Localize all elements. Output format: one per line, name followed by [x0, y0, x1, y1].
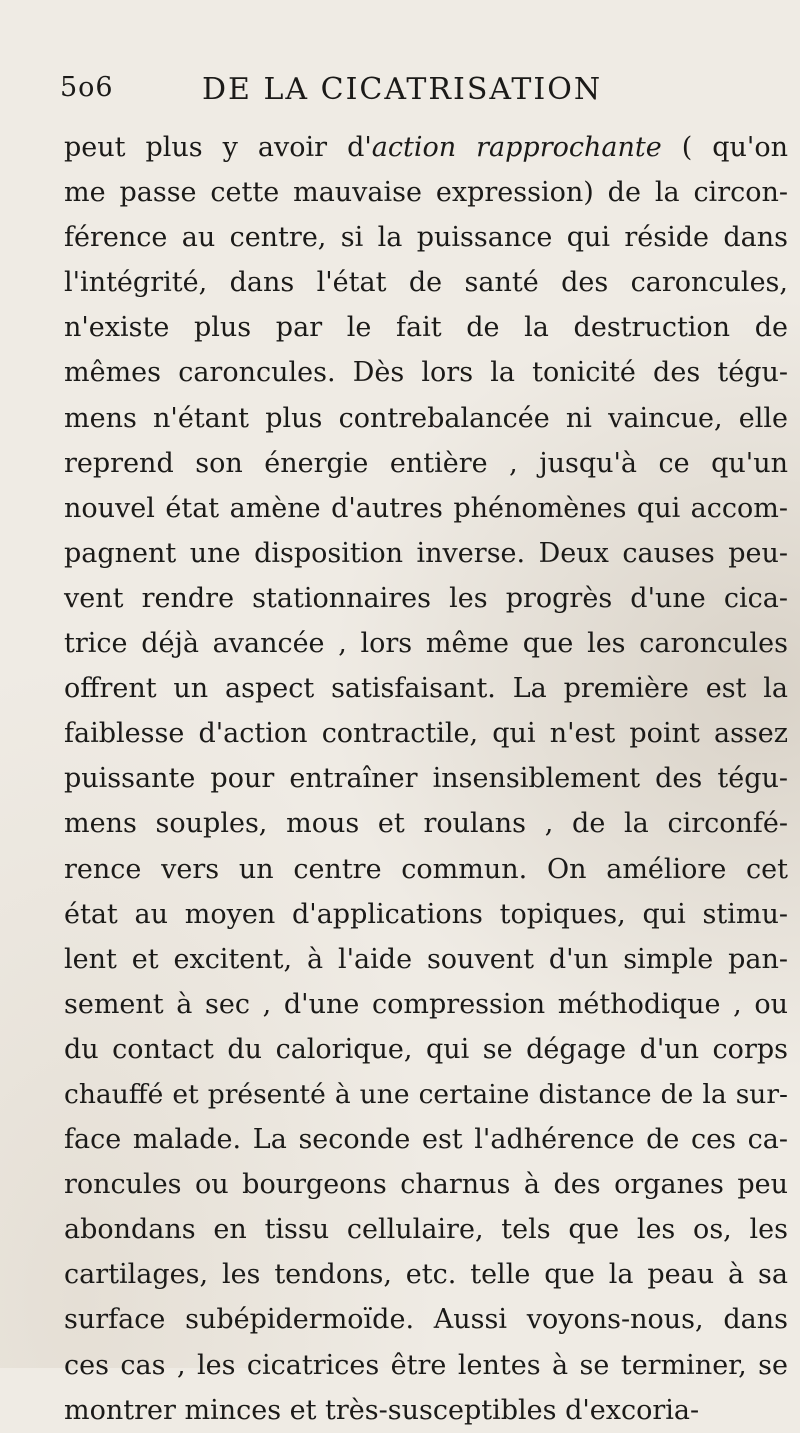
text-line-16: mens souples, mous et roulans , de la circonfé- — [64, 808, 788, 840]
text-line-9: nouvel état amène d'autres phénomènes qui accom- — [64, 492, 788, 524]
text-line-27: surface subépidermoïde. Aussi voyons-nous, dans — [64, 1304, 788, 1336]
text-line-18: état au moyen d'applications topiques, qui stimu- — [64, 898, 788, 930]
text-line-12: trice déjà avancée , lors même que les caroncules — [64, 628, 788, 660]
text-line-26: cartilages, les tendons, etc. telle que la peau à sa — [64, 1259, 788, 1291]
text-line-21: du contact du calorique, qui se dégage d'un corps — [64, 1033, 788, 1065]
text-line-22: chauffé et présenté à une certaine distance de la sur- — [64, 1078, 788, 1110]
text-line-19: lent et excitent, à l'aide souvent d'un simple pan- — [64, 943, 788, 975]
page-number: 5o6 — [60, 72, 114, 103]
page-header — [60, 72, 760, 112]
text-line-3: férence au centre, si la puissance qui réside dans — [64, 222, 788, 254]
text-line-28: ces cas , les cicatrices être lentes à se terminer, se — [64, 1349, 788, 1381]
text-line-5: n'existe plus par le fait de la destruction de — [64, 312, 788, 344]
text-line-14: faiblesse d'action contractile, qui n'est point assez — [64, 718, 788, 750]
text-line-20: sement à sec , d'une compression méthodique , ou — [64, 988, 788, 1020]
text-line-11: vent rendre stationnaires les progrès d'une cica- — [64, 582, 788, 614]
text-line-23: face malade. La seconde est l'adhérence de ces ca- — [64, 1124, 788, 1156]
text-line-2: me passe cette mauvaise expression) de la circon- — [64, 177, 788, 209]
text-line-6: mêmes caroncules. Dès lors la tonicité des tégu- — [64, 357, 788, 389]
text-line-4: l'intégrité, dans l'état de santé des caroncules, — [64, 267, 788, 299]
text-line-25: abondans en tissu cellulaire, tels que les os, les — [64, 1214, 788, 1246]
running-head: DE LA CICATRISATION — [202, 72, 603, 107]
text-line-29: montrer minces et très-susceptibles d'excoria- — [64, 1394, 700, 1426]
text-line-10: pagnent une disposition inverse. Deux causes peu- — [64, 537, 788, 569]
text-line-8: reprend son énergie entière , jusqu'à ce qu'un — [64, 447, 788, 479]
text-line-24: roncules ou bourgeons charnus à des organes peu — [64, 1169, 788, 1201]
text-line-7: mens n'étant plus contrebalancée ni vaincue, elle — [64, 402, 788, 434]
text-line-15: puissante pour entraîner insensiblement des tégu- — [64, 763, 788, 795]
italic-phrase: action rapprochante — [371, 132, 662, 163]
text-line-17: rence vers un centre commun. On améliore cet — [64, 853, 788, 885]
body-text — [64, 125, 788, 1433]
text-line-1: peut plus y avoir d'action rapprochante ( qu'on — [64, 132, 788, 163]
text-line-13: offrent un aspect satisfaisant. La première est la — [64, 673, 788, 705]
